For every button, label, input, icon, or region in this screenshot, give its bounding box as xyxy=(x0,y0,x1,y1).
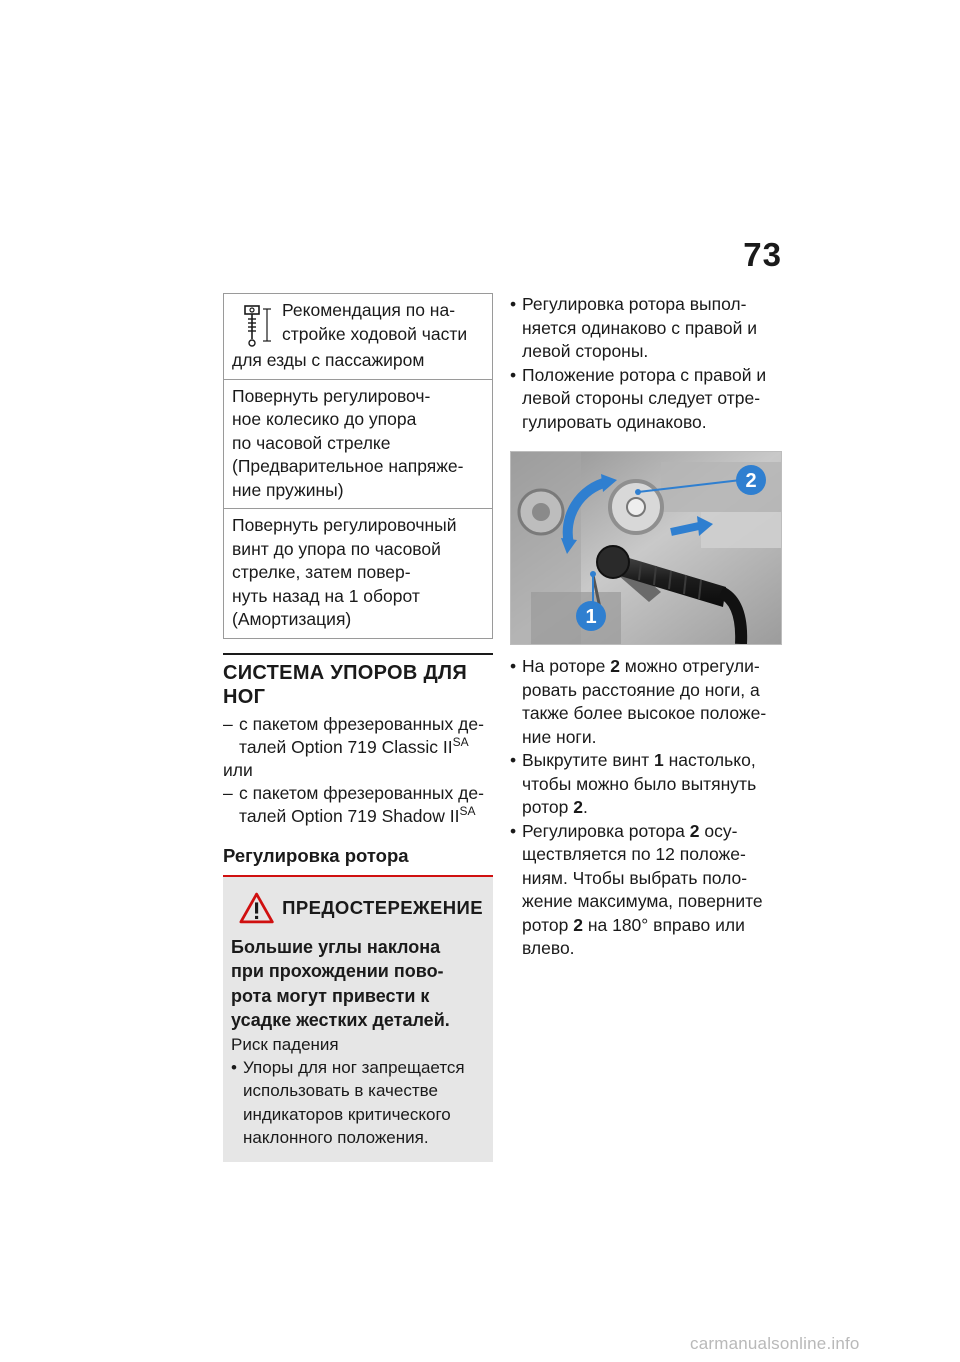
left-column xyxy=(223,293,493,1162)
section-title: СИСТЕМА УПОРОВ ДЛЯ НОГ xyxy=(223,653,493,709)
callout-1: 1 xyxy=(585,606,597,628)
table-row-preload: Повернуть регулировоч- ное колесико до упора по часовой стрелке (Предварительное напряже- ние пружины) xyxy=(224,379,492,509)
footrest-rotor-photo xyxy=(510,451,782,645)
warning-triangle-icon xyxy=(239,891,274,925)
or-text: или xyxy=(223,759,253,780)
list-item: • Регулировка ротора выпол- няется одинаково с правой и левой стороны. xyxy=(510,294,758,361)
option-shadow: – с пакетом фрезерованных де- талей Option 719 Shadow $II^{SA}$ xyxy=(223,782,484,826)
subsection-title: Регулировка ротора xyxy=(223,844,493,877)
warning-title: ПРЕДОСТЕРЕЖЕНИЕ xyxy=(282,896,483,918)
warning-statement: Большие углы наклона при прохождении пово- рота могут привести к усадке жестких деталей. xyxy=(231,936,450,1030)
right-column xyxy=(510,293,782,961)
list-item: • Выкрутите винт 1 настолько, чтобы можно было вытянуть ротор 2. xyxy=(510,750,757,817)
warning-instruction: • Упоры для ног запрещается использовать в качестве индикаторов критического наклонного положения. xyxy=(231,1057,465,1147)
table-row-damping: Повернуть регулировочный винт до упора по часовой стрелке, затем повер- нуть назад на 1 оборот (Амортизация) xyxy=(224,508,492,638)
suspension-settings-table xyxy=(223,293,493,639)
page-number: 73 xyxy=(743,236,782,273)
footrest-illustration xyxy=(511,452,781,644)
suspension-strut-icon xyxy=(238,303,274,349)
watermark: carmanualsonline.info xyxy=(690,1334,860,1353)
warning-risk: Риск падения xyxy=(231,1034,339,1054)
list-item: • На роторе 2 можно отрегули- ровать расстояние до ноги, а также более высокое положе- ние ноги. xyxy=(510,656,767,747)
callout-2: 2 xyxy=(745,470,757,492)
list-item: • Регулировка ротора 2 осу- ществляется по 12 положе- ниям. Чтобы выбрать поло- жение максимума, поверните ротор 2 на 180° вправо или влево. xyxy=(510,820,763,958)
option-classic: – с пакетом фрезерованных де- талей Option 719 Classic $II^{SA}$ xyxy=(223,713,484,757)
warning-box xyxy=(223,877,493,1162)
table-header-row: Рекомендация по на- стройке ходовой части для езды с пассажиром xyxy=(232,300,468,370)
list-item: • Положение ротора с правой и левой стороны следует отре- гулировать одинаково. xyxy=(510,364,767,432)
